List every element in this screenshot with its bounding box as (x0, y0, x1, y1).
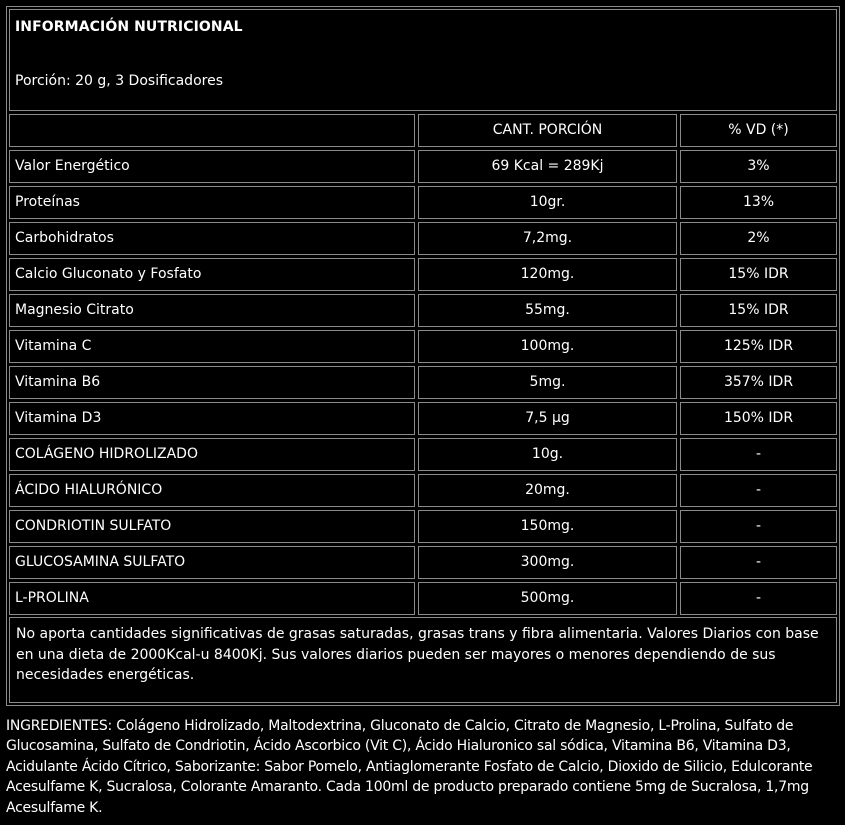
cell-amount: 69 Kcal = 289Kj (418, 150, 677, 183)
cell-amount: 150mg. (418, 510, 677, 543)
table-header-vd: % VD (*) (680, 114, 837, 147)
cell-nutrient: CONDRIOTIN SULFATO (9, 510, 415, 543)
table-header-name (9, 114, 415, 147)
cell-amount: 10g. (418, 438, 677, 471)
ingredients-text: INGREDIENTES: Colágeno Hidrolizado, Maltodextrina, Gluconato de Calcio, Citrato de Magnesio, L-Prolina, Sulfato de Glucosamina, Sulfato de Condriotin, Ácido Ascorbico (Vit C), Ácido Hialuronico sal sódica, Vitamina B6, Vitamina D3, Acidulante Ácido Cítrico, Saborizante: Sabor Pomelo, Antiaglomerante Fosfato de Calcio, Dioxido de Silicio, Edulcorante Acesulfame K, Sucralosa, Colorante Amaranto. Cada 100ml de producto preparado contiene 5mg de Sucralosa, 1,7mg Acesulfame K. (6, 718, 813, 816)
cell-daily-value: - (680, 474, 837, 507)
cell-nutrient: Magnesio Citrato (9, 294, 415, 327)
cell-nutrient: Carbohidratos (9, 222, 415, 255)
page-title: INFORMACIÓN NUTRICIONAL (15, 19, 243, 35)
cell-nutrient: COLÁGENO HIDROLIZADO (9, 438, 415, 471)
cell-nutrient: Calcio Gluconato y Fosfato (9, 258, 415, 291)
cell-amount: 55mg. (418, 294, 677, 327)
cell-daily-value: 15% IDR (680, 258, 837, 291)
cell-amount: 100mg. (418, 330, 677, 363)
cell-amount: 10gr. (418, 186, 677, 219)
cell-daily-value: 3% (680, 150, 837, 183)
cell-nutrient: Valor Energético (9, 150, 415, 183)
cell-daily-value: 15% IDR (680, 294, 837, 327)
cell-daily-value: 13% (680, 186, 837, 219)
cell-amount: 7,2mg. (418, 222, 677, 255)
cell-nutrient: Vitamina D3 (9, 402, 415, 435)
cell-nutrient: GLUCOSAMINA SULFATO (9, 546, 415, 579)
cell-daily-value: 125% IDR (680, 330, 837, 363)
cell-nutrient: L-PROLINA (9, 582, 415, 615)
table-header-amt: CANT. PORCIÓN (418, 114, 677, 147)
cell-nutrient: Proteínas (9, 186, 415, 219)
cell-amount: 7,5 µg (418, 402, 677, 435)
cell-nutrient: Vitamina C (9, 330, 415, 363)
portion-size: Porción: 20 g, 3 Dosificadores (15, 73, 223, 89)
cell-amount: 120mg. (418, 258, 677, 291)
cell-daily-value: - (680, 582, 837, 615)
cell-amount: 300mg. (418, 546, 677, 579)
cell-amount: 500mg. (418, 582, 677, 615)
cell-amount: 5mg. (418, 366, 677, 399)
cell-daily-value: 150% IDR (680, 402, 837, 435)
cell-daily-value: - (680, 510, 837, 543)
cell-daily-value: - (680, 546, 837, 579)
cell-daily-value: - (680, 438, 837, 471)
cell-nutrient: Vitamina B6 (9, 366, 415, 399)
cell-daily-value: 357% IDR (680, 366, 837, 399)
cell-amount: 20mg. (418, 474, 677, 507)
cell-daily-value: 2% (680, 222, 837, 255)
cell-nutrient: ÁCIDO HIALURÓNICO (9, 474, 415, 507)
nutrition-footnote: No aporta cantidades significativas de grasas saturadas, grasas trans y fibra alimentaria. Valores Diarios con base en una dieta de 2000Kcal-u 8400Kj. Sus valores diarios pueden ser mayores o menores dependiendo de sus necesidades energéticas. (9, 617, 837, 703)
